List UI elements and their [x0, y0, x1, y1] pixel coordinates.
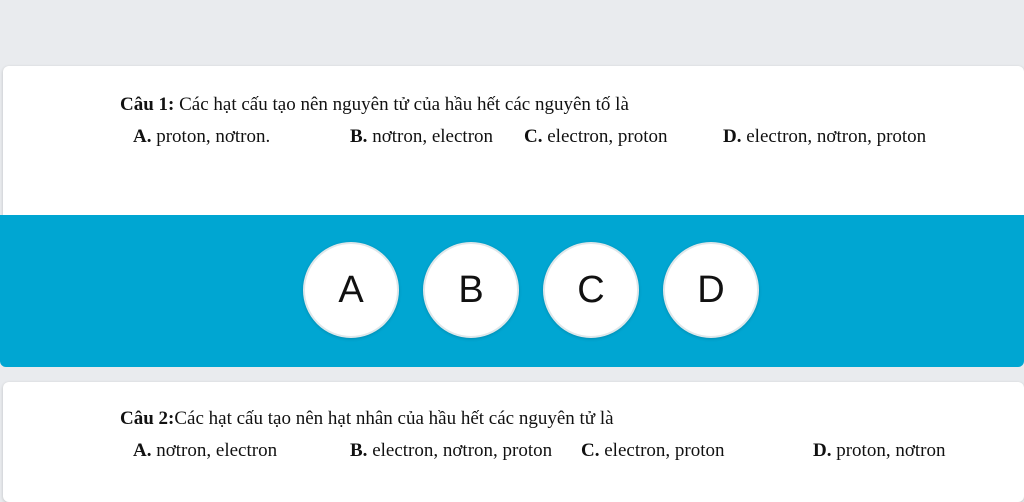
question-2-text — [120, 408, 614, 430]
question-1-option-c: C. electron, proton — [524, 126, 668, 147]
question-1-body: Các hạt cấu tạo nên nguyên tử của hầu hết các nguyên tố là — [174, 94, 629, 115]
question-2-number: Câu 2: — [120, 408, 175, 429]
question-card-1 — [3, 66, 1024, 226]
answer-button-b[interactable]: B — [423, 242, 519, 338]
question-1-number: Câu 1: — [120, 94, 175, 115]
question-1-option-d: D. electron, nơtron, proton — [723, 126, 927, 147]
answer-bar — [0, 215, 1024, 367]
question-2-option-c: C. electron, proton — [581, 440, 725, 461]
question-2-option-d: D. proton, nơtron — [813, 440, 946, 461]
question-2-body: Các hạt cấu tạo nên hạt nhân của hầu hết các nguyên tử là — [174, 408, 614, 429]
question-1-option-a: A. proton, nơtron. — [133, 126, 271, 147]
answer-button-a[interactable]: A — [303, 242, 399, 338]
question-2-option-a: A. nơtron, electron — [133, 440, 278, 461]
question-1-option-b: B. nơtron, electron — [350, 126, 494, 147]
answer-button-c[interactable]: C — [543, 242, 639, 338]
question-2-option-b: B. electron, nơtron, proton — [350, 440, 553, 461]
answer-button-d[interactable]: D — [663, 242, 759, 338]
question-1-text — [120, 94, 629, 116]
question-card-2 — [3, 382, 1024, 502]
